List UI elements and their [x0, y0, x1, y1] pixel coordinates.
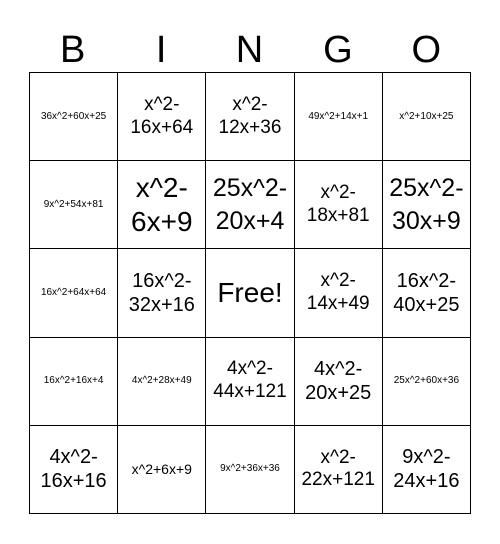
bingo-cell[interactable]: 16x^2+16x+4	[30, 338, 118, 426]
bingo-cell[interactable]: 25x^2-30x+9	[383, 161, 471, 249]
bingo-cell[interactable]: x^2-12x+36	[206, 73, 294, 161]
bingo-cell[interactable]: x^2-16x+64	[118, 73, 206, 161]
bingo-cell[interactable]: 4x^2-16x+16	[30, 426, 118, 514]
bingo-cell[interactable]: x^2-6x+9	[118, 161, 206, 249]
bingo-cell[interactable]: 9x^2-24x+16	[383, 426, 471, 514]
bingo-cell[interactable]: 25x^2+60x+36	[383, 338, 471, 426]
bingo-cell[interactable]: x^2-18x+81	[295, 161, 383, 249]
bingo-header	[29, 28, 471, 72]
free-space-cell[interactable]: Free!	[206, 249, 294, 337]
bingo-cell[interactable]: 4x^2-20x+25	[295, 338, 383, 426]
bingo-cell[interactable]: 16x^2-32x+16	[118, 249, 206, 337]
bingo-cell[interactable]: 4x^2-44x+121	[206, 338, 294, 426]
header-letter-o: O	[411, 29, 443, 71]
header-letter-n: N	[235, 29, 265, 71]
bingo-cell[interactable]: 36x^2+60x+25	[30, 73, 118, 161]
bingo-cell[interactable]: 25x^2-20x+4	[206, 161, 294, 249]
bingo-cell[interactable]: 16x^2+64x+64	[30, 249, 118, 337]
bingo-cell[interactable]: 49x^2+14x+1	[295, 73, 383, 161]
bingo-card-grid	[29, 72, 471, 514]
bingo-cell[interactable]: 16x^2-40x+25	[383, 249, 471, 337]
header-letter-g: G	[323, 29, 354, 71]
bingo-cell[interactable]: x^2+6x+9	[118, 426, 206, 514]
bingo-cell[interactable]: 9x^2+54x+81	[30, 161, 118, 249]
bingo-cell[interactable]: 9x^2+36x+36	[206, 426, 294, 514]
header-letter-b: B	[60, 29, 87, 71]
bingo-cell[interactable]: x^2-22x+121	[295, 426, 383, 514]
bingo-cell[interactable]: x^2+10x+25	[383, 73, 471, 161]
bingo-cell[interactable]: x^2-14x+49	[295, 249, 383, 337]
header-letter-i: I	[155, 29, 168, 71]
bingo-cell[interactable]: 4x^2+28x+49	[118, 338, 206, 426]
